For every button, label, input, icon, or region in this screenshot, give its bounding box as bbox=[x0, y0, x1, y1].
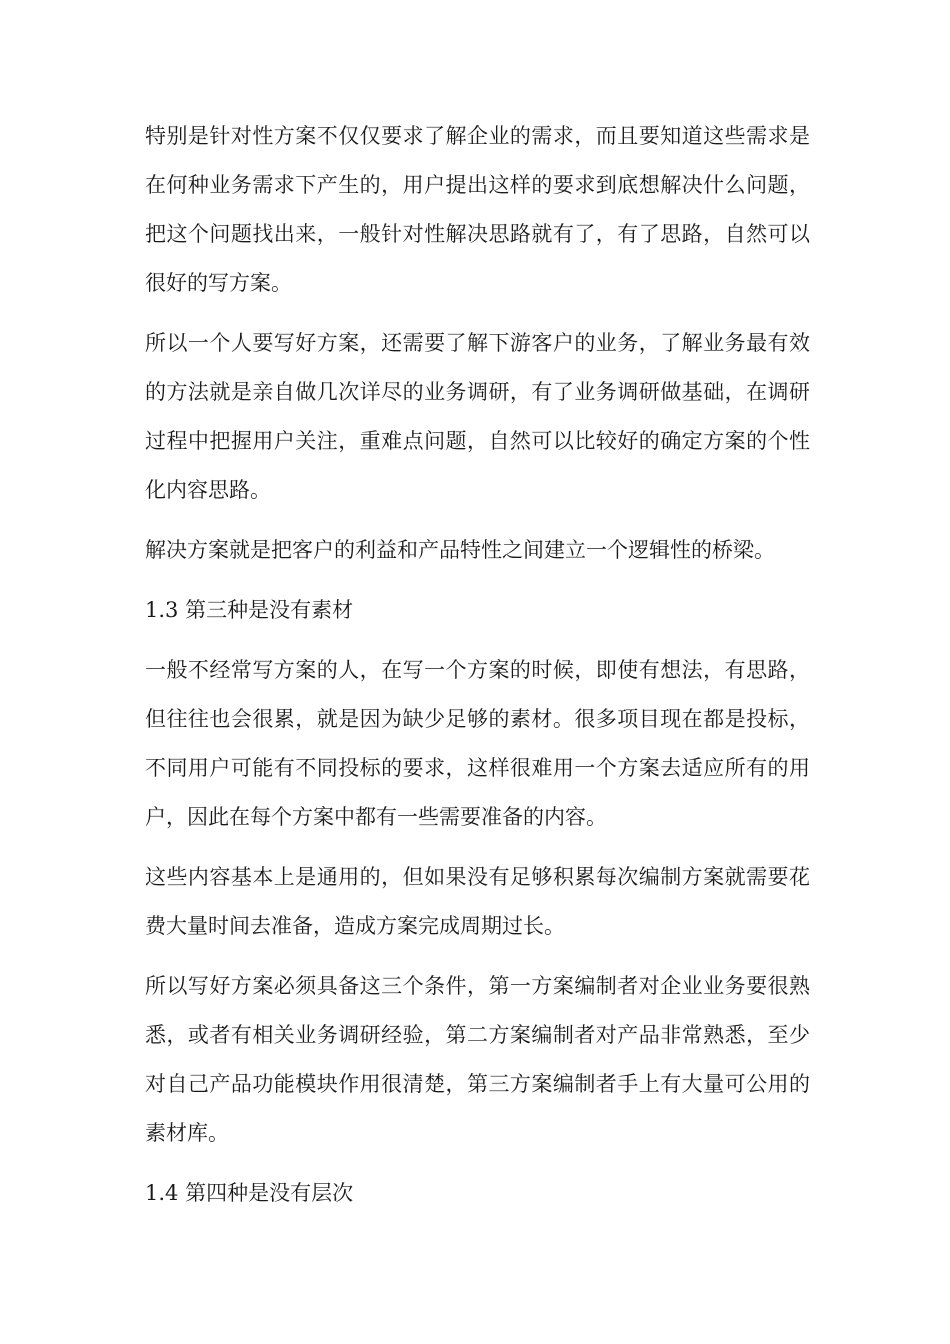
paragraph-business-research: 所以一个人要写好方案，还需要了解下游客户的业务，了解业务最有效的方法就是亲自做几次详尽的业务调研，有了业务调研做基础，在调研过程中把握用户关注，重难点问题，自然可以比较好的确定方案的个性化内容思路。 bbox=[145, 331, 810, 502]
paragraph-targeted-solution: 特别是针对性方案不仅仅要求了解企业的需求，而且要知道这些需求是在何种业务需求下产生的，用户提出这样的要求到底想解决什么问题，把这个问题找出来，一般针对性解决思路就有了，有了思路，自然可以很好的写方案。 bbox=[145, 124, 810, 295]
document-body bbox=[145, 112, 810, 1229]
paragraph-common-content: 这些内容基本上是通用的，但如果没有足够积累每次编制方案就需要花费大量时间去准备，造成方案完成周期过长。 bbox=[145, 865, 810, 938]
paragraph-three-conditions: 所以写好方案必须具备这三个条件，第一方案编制者对企业业务要很熟悉，或者有相关业务调研经验，第二方案编制者对产品非常熟悉，至少对自己产品功能模块作用很清楚，第三方案编制者手上有大量可公用的素材库。 bbox=[145, 974, 810, 1145]
paragraph-solution-bridge: 解决方案就是把客户的利益和产品特性之间建立一个逻辑性的桥梁。 bbox=[145, 538, 775, 562]
section-heading-1-3: 1.3 第三种是没有素材 bbox=[145, 598, 354, 622]
paragraph-no-material: 一般不经常写方案的人，在写一个方案的时候，即使有想法，有思路，但往往也会很累，就是因为缺少足够的素材。很多项目现在都是投标，不同用户可能有不同投标的要求，这样很难用一个方案去适应所有的用户，因此在每个方案中都有一些需要准备的内容。 bbox=[145, 658, 810, 829]
section-heading-1-4: 1.4 第四种是没有层次 bbox=[145, 1181, 354, 1205]
